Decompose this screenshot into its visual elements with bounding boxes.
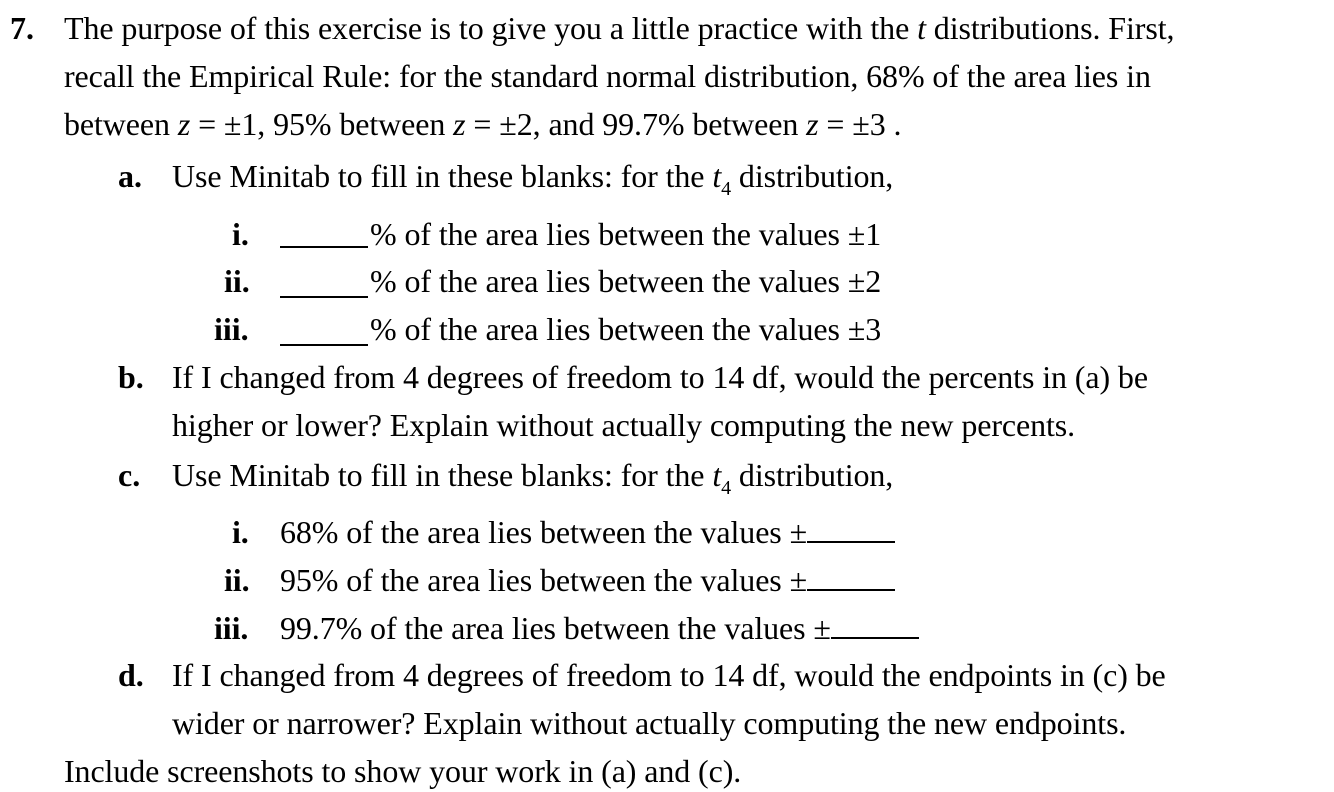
part-a-text-end: distribution, [731, 158, 894, 194]
part-c-item-iii-text: 99.7% of the area lies between the values ± [280, 610, 831, 646]
part-d-line-2: wider or narrower? Explain without actually computing the new endpoints. [172, 705, 1127, 741]
part-a-text: Use Minitab to fill in these blanks: for the [172, 158, 713, 194]
part-a-roman-i: i. [232, 216, 249, 252]
part-c-prompt [172, 457, 894, 499]
part-c-roman-i: i. [232, 514, 249, 550]
part-b-label: b. [118, 359, 144, 395]
part-c-label: c. [118, 457, 141, 493]
part-a-prompt [172, 158, 894, 200]
z-equation-1: = ±1 [190, 106, 258, 142]
part-c-blank-ii[interactable] [807, 565, 895, 591]
part-a-item-iii: % of the area lies between the values ±3 [370, 311, 882, 347]
intro-line-1 [64, 12, 1174, 44]
part-a-blank-iii[interactable] [280, 320, 368, 346]
part-a-roman-ii: ii. [224, 263, 250, 299]
intro-95: , 95% between [257, 106, 454, 142]
part-a-blank-ii[interactable] [280, 272, 368, 298]
part-b-line-2: higher or lower? Explain without actually computing the new percents. [172, 407, 1076, 443]
part-c-item-ii-text: 95% of the area lies between the values ± [280, 562, 808, 598]
z-equation-3: = ±3 [818, 106, 886, 142]
intro-line-3 [64, 108, 901, 140]
intro-line-2: recall the Empirical Rule: for the standard normal distribution, 68% of the area lies in [64, 58, 1151, 94]
intro-period: . [893, 106, 902, 142]
part-a-subscript: 4 [721, 178, 732, 200]
part-c-subscript: 4 [721, 477, 732, 499]
z-equation-2: = ±2 [465, 106, 533, 142]
part-d-line-1: If I changed from 4 degrees of freedom to 14 df, would the endpoints in (c) be [172, 657, 1166, 693]
part-c-roman-iii: iii. [214, 610, 249, 646]
part-c-blank-iii[interactable] [831, 613, 919, 639]
z-variable-1: z [177, 106, 191, 142]
part-a-item-i: % of the area lies between the values ±1 [370, 216, 882, 252]
z-variable-2: z [453, 106, 466, 142]
part-b-line-1: If I changed from 4 degrees of freedom to 14 df, would the percents in (a) be [172, 359, 1148, 395]
part-a-blank-i[interactable] [280, 222, 368, 248]
part-a-label: a. [118, 158, 142, 194]
intro-between: between [64, 106, 178, 142]
part-d-label: d. [118, 657, 144, 693]
part-c-text: Use Minitab to fill in these blanks: for the [172, 457, 713, 493]
part-a-roman-iii: iii. [214, 311, 249, 347]
part-c-blank-i[interactable] [807, 517, 895, 543]
part-c-text-end: distribution, [731, 457, 894, 493]
part-c-t-variable: t [712, 457, 722, 493]
intro-text-1: The purpose of this exercise is to give you a little practice with the [64, 10, 918, 46]
part-c-item-i [280, 516, 895, 548]
part-c-item-iii [280, 612, 919, 644]
problem-number: 7. [10, 10, 34, 46]
intro-text-1-end: distributions. First, [925, 10, 1175, 46]
closing-instruction: Include screenshots to show your work in (a) and (c). [64, 753, 742, 789]
part-c-item-ii [280, 564, 895, 596]
intro-t-variable: t [917, 10, 926, 46]
intro-997: , and 99.7% between [532, 106, 807, 142]
part-c-item-i-text: 68% of the area lies between the values ± [280, 514, 808, 550]
z-variable-3: z [806, 106, 819, 142]
part-c-roman-ii: ii. [224, 562, 250, 598]
part-a-item-ii: % of the area lies between the values ±2 [370, 263, 882, 299]
part-a-t-variable: t [712, 158, 722, 194]
